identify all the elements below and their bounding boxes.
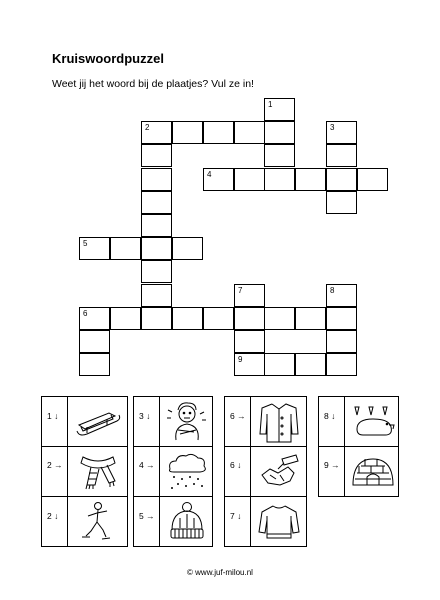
crossword-cell[interactable] <box>110 307 141 330</box>
crossword-cell[interactable] <box>357 168 388 191</box>
crossword-cell[interactable] <box>264 121 295 144</box>
clue-label: 6 → <box>230 411 246 421</box>
crossword-cell[interactable] <box>110 237 141 260</box>
clue-label: 8 ↓ <box>324 411 336 421</box>
crossword-cell[interactable] <box>79 237 110 260</box>
scarf-icon <box>73 451 123 491</box>
igloo-icon <box>349 451 397 491</box>
crossword-cell[interactable] <box>264 98 295 121</box>
crossword-number: 9 <box>238 355 243 364</box>
crossword-cell[interactable] <box>326 191 357 214</box>
clue-label: 9 → <box>324 460 340 470</box>
crossword-cell[interactable] <box>264 168 295 191</box>
crossword-cell[interactable] <box>264 353 295 376</box>
crossword-cell[interactable] <box>79 330 110 353</box>
coat-icon <box>256 400 302 444</box>
crossword-number: 3 <box>330 123 335 132</box>
clue-box <box>224 396 307 547</box>
crossword-cell[interactable] <box>172 237 203 260</box>
crossword-cell[interactable] <box>141 121 172 144</box>
crossword-cell[interactable] <box>141 191 172 214</box>
crossword-cell[interactable] <box>203 307 234 330</box>
crossword-cell[interactable] <box>326 330 357 353</box>
polar-bear-icon <box>349 401 397 443</box>
crossword-cell[interactable] <box>264 144 295 167</box>
crossword-cell[interactable] <box>79 307 110 330</box>
clue-label: 5 → <box>139 511 155 521</box>
ice-scraper-icon <box>256 451 302 491</box>
crossword-cell[interactable] <box>234 330 265 353</box>
crossword-cell[interactable] <box>203 168 234 191</box>
clue-label: 1 ↓ <box>47 411 59 421</box>
crossword-cell[interactable] <box>141 307 172 330</box>
crossword-cell[interactable] <box>234 307 265 330</box>
crossword-cell[interactable] <box>295 307 326 330</box>
crossword-cell[interactable] <box>295 168 326 191</box>
crossword-cell[interactable] <box>203 121 234 144</box>
crossword-cell[interactable] <box>141 237 172 260</box>
crossword-number: 8 <box>330 286 335 295</box>
crossword-cell[interactable] <box>326 284 357 307</box>
crossword-number: 4 <box>207 170 212 179</box>
crossword-cell[interactable] <box>234 353 265 376</box>
crossword-cell[interactable] <box>79 353 110 376</box>
clue-box <box>318 396 399 497</box>
sweater-icon <box>256 500 302 542</box>
footer-credit: © www.juf-milou.nl <box>187 568 253 577</box>
skater-icon <box>76 500 120 542</box>
crossword-cell[interactable] <box>141 260 172 283</box>
crossword-number: 7 <box>238 286 243 295</box>
snow-cloud-icon <box>164 451 210 491</box>
crossword-cell[interactable] <box>326 307 357 330</box>
clue-box <box>133 396 213 547</box>
crossword-cell[interactable] <box>326 168 357 191</box>
instruction-text: Weet jij het woord bij de plaatjes? Vul ze in! <box>52 78 254 90</box>
crossword-number: 1 <box>268 100 273 109</box>
cold-person-icon <box>164 400 210 444</box>
crossword-cell[interactable] <box>234 168 265 191</box>
hat-icon <box>166 500 208 542</box>
clue-label: 3 ↓ <box>139 411 151 421</box>
crossword-cell[interactable] <box>172 307 203 330</box>
clue-label: 6 ↓ <box>230 460 242 470</box>
crossword-cell[interactable] <box>326 353 357 376</box>
crossword-cell[interactable] <box>234 284 265 307</box>
clue-label: 7 ↓ <box>230 511 242 521</box>
crossword-cell[interactable] <box>264 307 295 330</box>
crossword-number: 2 <box>145 123 150 132</box>
clue-label: 2 → <box>47 460 63 470</box>
clue-label: 2 ↓ <box>47 511 59 521</box>
crossword-number: 6 <box>83 309 88 318</box>
crossword-cell[interactable] <box>234 121 265 144</box>
crossword-cell[interactable] <box>172 121 203 144</box>
page-title: Kruiswoordpuzzel <box>52 51 164 66</box>
crossword-cell[interactable] <box>141 284 172 307</box>
clue-box <box>41 396 128 547</box>
crossword-number: 5 <box>83 239 88 248</box>
crossword-cell[interactable] <box>141 168 172 191</box>
sled-icon <box>73 403 123 441</box>
crossword-cell[interactable] <box>141 144 172 167</box>
crossword-cell[interactable] <box>141 214 172 237</box>
crossword-cell[interactable] <box>326 121 357 144</box>
crossword-cell[interactable] <box>295 353 326 376</box>
clue-label: 4 → <box>139 460 155 470</box>
crossword-cell[interactable] <box>326 144 357 167</box>
